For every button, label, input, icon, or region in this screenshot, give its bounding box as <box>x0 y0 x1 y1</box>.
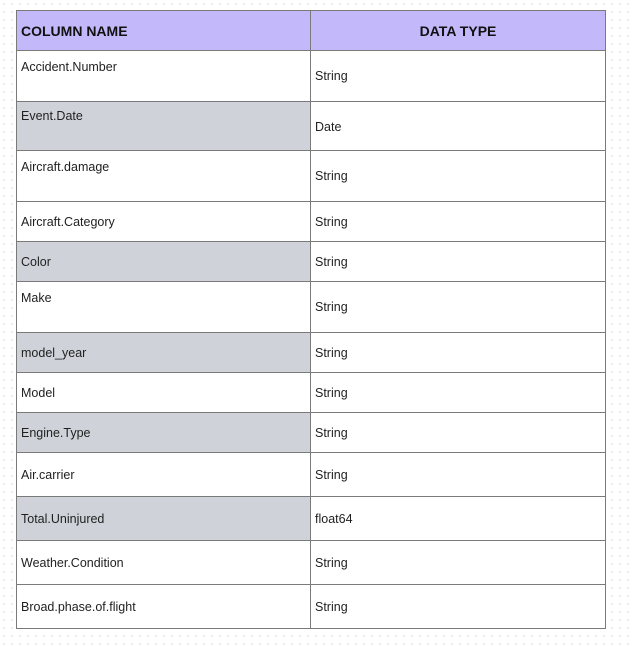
column-name-cell: Event.Date <box>17 102 311 151</box>
table-row <box>17 541 606 585</box>
data-type-cell: String <box>311 541 606 585</box>
data-type-cell: String <box>311 282 606 333</box>
column-name-cell: Aircraft.Category <box>17 202 311 242</box>
table-row <box>17 373 606 413</box>
column-name-cell: Model <box>17 373 311 413</box>
table-row <box>17 453 606 497</box>
data-type-cell: Date <box>311 102 606 151</box>
header-column-name: COLUMN NAME <box>17 11 311 51</box>
column-name-cell: model_year <box>17 333 311 373</box>
table-row <box>17 585 606 629</box>
data-type-cell: String <box>311 333 606 373</box>
table-row <box>17 242 606 282</box>
column-name-cell: Color <box>17 242 311 282</box>
table-header-row <box>17 11 606 51</box>
table-row <box>17 333 606 373</box>
table-row <box>17 51 606 102</box>
data-type-cell: String <box>311 202 606 242</box>
data-type-cell: String <box>311 242 606 282</box>
data-type-cell: String <box>311 373 606 413</box>
data-type-cell: String <box>311 585 606 629</box>
table-row <box>17 151 606 202</box>
column-name-cell: Make <box>17 282 311 333</box>
table-row <box>17 202 606 242</box>
table-row <box>17 413 606 453</box>
column-name-cell: Aircraft.damage <box>17 151 311 202</box>
column-name-cell: Broad.phase.of.flight <box>17 585 311 629</box>
table-row <box>17 102 606 151</box>
header-data-type: DATA TYPE <box>311 11 606 51</box>
column-name-cell: Weather.Condition <box>17 541 311 585</box>
column-name-cell: Total.Uninjured <box>17 497 311 541</box>
data-type-cell: String <box>311 151 606 202</box>
table-row <box>17 282 606 333</box>
data-type-cell: String <box>311 51 606 102</box>
table-row <box>17 497 606 541</box>
column-name-cell: Accident.Number <box>17 51 311 102</box>
data-type-cell: float64 <box>311 497 606 541</box>
column-name-cell: Air.carrier <box>17 453 311 497</box>
data-type-cell: String <box>311 413 606 453</box>
data-type-cell: String <box>311 453 606 497</box>
column-name-cell: Engine.Type <box>17 413 311 453</box>
column-type-table <box>16 10 606 629</box>
